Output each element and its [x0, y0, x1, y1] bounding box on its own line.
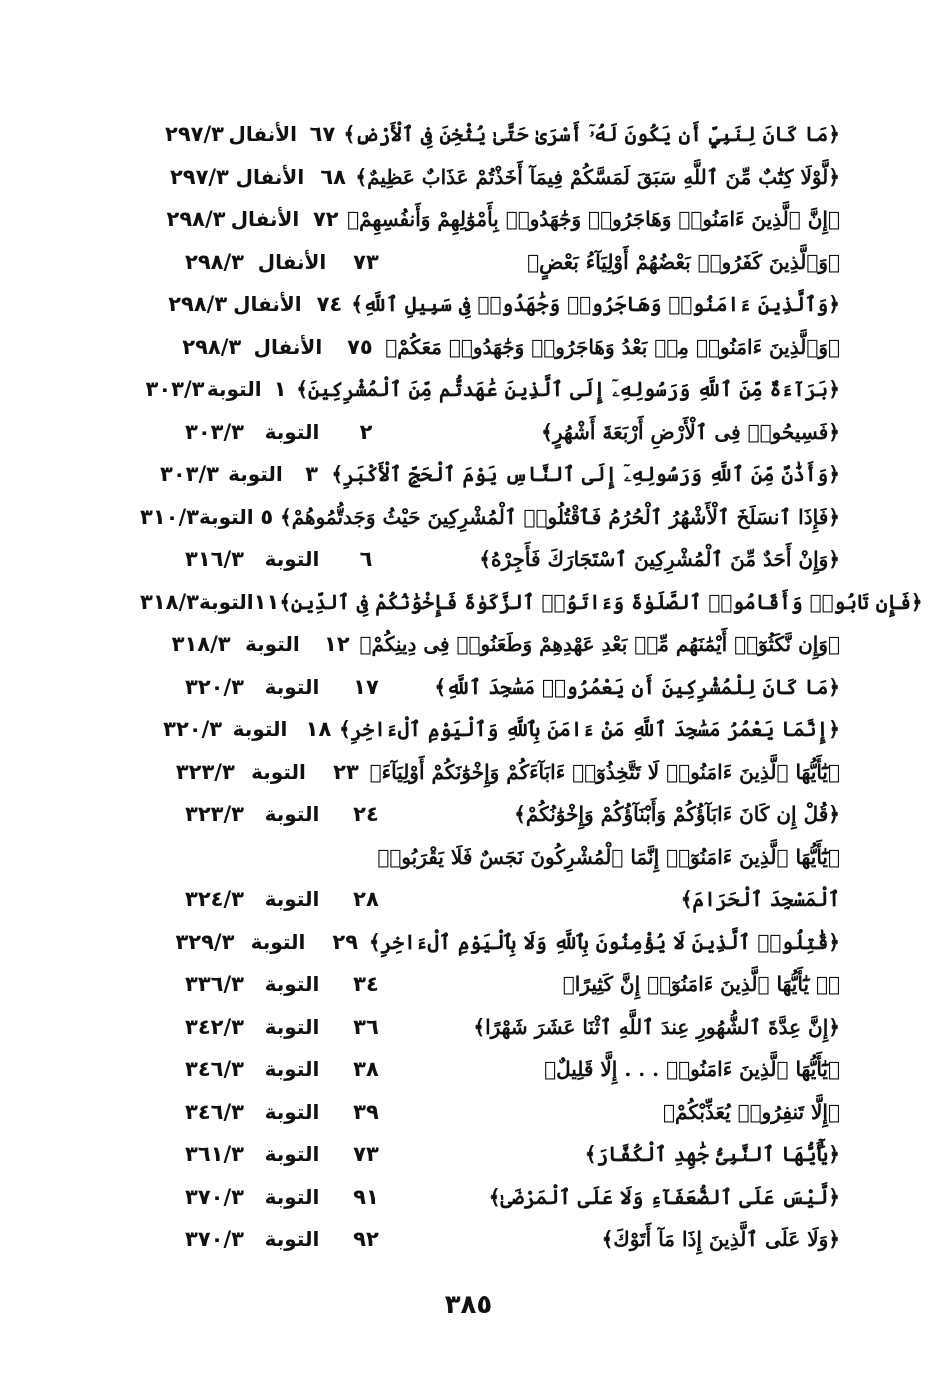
index-row	[140, 497, 840, 537]
verse-number: ١	[273, 377, 287, 401]
index-row	[140, 327, 840, 367]
index-row	[140, 624, 840, 664]
surah-name: التوبة	[206, 377, 262, 401]
surah-name: الأنفال	[235, 164, 305, 189]
index-row	[140, 922, 840, 962]
page-reference: ٣٠٣/٣	[185, 419, 244, 444]
verse-text: ﴿إِنَّمَا يَعْمُرُ مَسَٰجِدَ ٱللَّهِ مَنْ ءَامَنَ بِٱللَّهِ وَٱلْيَوْمِ ٱلْءَاخِرِ﴾	[338, 717, 840, 741]
index-row	[140, 794, 840, 834]
verse-text: ﴿وَٱلَّذِينَ كَفَرُوا۟ بَعْضُهُمْ أَوْلِيَآءُ بَعْضٍ﴾	[527, 249, 840, 274]
verse-number: ٧٣	[353, 249, 379, 274]
index-row	[140, 1177, 840, 1217]
verse-number: ٩١	[353, 1184, 379, 1209]
index-row	[140, 1219, 840, 1259]
surah-name: التوبة	[198, 504, 254, 529]
surah-name: التوبة	[264, 1099, 320, 1124]
verse-number: ٢	[359, 419, 373, 444]
verse-number: ٧٣	[353, 1142, 379, 1166]
index-row	[140, 709, 840, 749]
verse-number: ٧٥	[347, 334, 373, 359]
page-reference: ٣٢٩/٣	[175, 929, 235, 954]
verse-text: ﴿يَٰٓأَيُّهَا ٱلَّذِينَ ءَامَنُوا۟ . . . إِلَّا قَلِيلٌ﴾	[544, 1057, 840, 1081]
verse-number: ١١	[253, 589, 280, 614]
page-reference: ٣٢٤/٣	[185, 887, 244, 911]
index-row	[140, 157, 840, 197]
page-reference: ٢٩٨/٣	[182, 334, 242, 359]
index-row	[140, 837, 840, 877]
surah-name: التوبة	[228, 462, 283, 486]
verse-number: ١٨	[305, 717, 332, 741]
surah-name: التوبة	[264, 419, 320, 444]
surah-name: التوبة	[264, 1184, 320, 1209]
page-reference: ٣١٨/٣	[171, 632, 231, 656]
verse-number: ٦	[359, 547, 373, 571]
page-reference: ٣٤٢/٣	[185, 1014, 244, 1039]
page-reference: ٣٠٣/٣	[145, 377, 205, 401]
page-reference: ٢٩٨/٣	[168, 292, 228, 316]
verse-number: ١٢	[324, 632, 350, 656]
surah-name: التوبة	[264, 674, 320, 699]
verse-text: ﴿وَأَذَٰنٌ مِّنَ ٱللَّهِ وَرَسُولِهِۦٓ إِلَى ٱلنَّاسِ يَوْمَ ٱلْحَجِّ ٱلْأَكْبَرِ﴾	[331, 462, 840, 486]
index-row	[140, 284, 840, 324]
verse-number: ٣٩	[353, 1099, 379, 1124]
page-reference: ٣١٦/٣	[185, 547, 244, 571]
page-reference: ٣٤٦/٣	[185, 1057, 244, 1081]
verse-text: ﴿فَإِن تَابُوا۟ وَأَقَامُوا۟ ٱلصَّلَوٰةَ وَءَاتَوُا۟ ٱلزَّكَوٰةَ فَإِخْوَٰنُكُمْ فِى ٱلدِّينِ﴾	[279, 589, 923, 614]
verse-text: ﴿۞ يَٰٓأَيُّهَا ٱلَّذِينَ ءَامَنُوٓا۟ إِنَّ كَثِيرًا﴾	[562, 972, 840, 996]
index-row	[140, 242, 840, 282]
index-row	[140, 582, 923, 622]
verse-text: ﴿إِنَّ ٱلَّذِينَ ءَامَنُوا۟ وَهَاجَرُوا۟ وَجَٰهَدُوا۟ بِأَمْوَٰلِهِمْ وَأَنفُسِهِمْ﴾	[347, 207, 840, 231]
page-number: ٣٨٥	[444, 1290, 493, 1320]
verse-text: ﴿قُلْ إِن كَانَ ءَابَآؤُكُمْ وَأَبْنَآؤُكُمْ وَإِخْوَٰنُكُمْ﴾	[514, 802, 840, 826]
index-row	[140, 1092, 840, 1132]
verse-text: ﴿بَرَآءَةٌ مِّنَ ٱللَّهِ وَرَسُولِهِۦٓ إِلَى ٱلَّذِينَ عَٰهَدتُّم مِّنَ ٱلْمُشْرِكِينَ﴾	[296, 377, 840, 401]
verse-text: ﴿قَٰتِلُوا۟ ٱلَّذِينَ لَا يُؤْمِنُونَ بِٱللَّهِ وَلَا بِٱلْيَوْمِ ٱلْءَاخِرِ﴾	[368, 929, 841, 954]
verse-text: ﴿وَٱلَّذِينَ ءَامَنُوا۟ مِنۢ بَعْدُ وَهَاجَرُوا۟ وَجَٰهَدُوا۟ مَعَكُمْ﴾	[385, 334, 840, 359]
page-reference: ٣٦١/٣	[185, 1142, 244, 1166]
verse-number: ٢٣	[333, 759, 359, 784]
verse-text: ﴿يَٰٓأَيُّهَا ٱلَّذِينَ ءَامَنُوا۟ لَا تَتَّخِذُوٓا۟ ءَابَآءَكُمْ وَإِخْوَٰنَكُمْ أَوْلِيَآءَ﴾	[369, 759, 840, 784]
index-row	[140, 454, 840, 494]
surah-name: التوبة	[198, 589, 254, 614]
index-row	[140, 199, 840, 239]
index-row	[140, 1007, 840, 1047]
verse-number: ٣٤	[353, 972, 379, 996]
page-reference: ٣٢٠/٣	[163, 717, 223, 741]
surah-name: التوبة	[264, 802, 320, 826]
surah-name: الأنفال	[233, 292, 302, 316]
surah-name: الأنفال	[257, 249, 327, 274]
verse-text: ﴿وَٱلَّذِينَ ءَامَنُوا۟ وَهَاجَرُوا۟ وَجَٰهَدُوا۟ فِى سَبِيلِ ٱللَّهِ﴾	[351, 292, 840, 316]
verse-text: ٱلْمَسْجِدَ ٱلْحَرَامَ﴾	[680, 887, 840, 911]
surah-name: التوبة	[245, 632, 300, 656]
verse-text: ﴿فَسِيحُوا۟ فِى ٱلْأَرْضِ أَرْبَعَةَ أَشْهُرٍ﴾	[541, 419, 840, 444]
page-reference: ٣١٨/٣	[140, 589, 199, 614]
page-reference: ٢٩٧/٣	[169, 164, 229, 189]
page-reference: ٣٧٠/٣	[185, 1184, 244, 1209]
surah-name: التوبة	[264, 1142, 320, 1166]
verse-text: ﴿لَّوْلَا كِتَٰبٌ مِّنَ ٱللَّهِ سَبَقَ لَمَسَّكُمْ فِيمَآ أَخَذْتُمْ عَذَابٌ عَظِيمٌ﴾	[355, 164, 840, 189]
surah-name: التوبة	[264, 1057, 320, 1081]
surah-name: التوبة	[264, 1014, 320, 1039]
surah-name: التوبة	[264, 887, 320, 911]
surah-name: التوبة	[264, 547, 320, 571]
surah-name: الأنفال	[253, 334, 323, 359]
page-reference: ٢٩٨/٣	[166, 207, 226, 231]
index-row	[140, 752, 840, 792]
index-row	[140, 879, 840, 919]
page-reference: ٢٩٨/٣	[185, 249, 244, 274]
surah-name: التوبة	[264, 1227, 320, 1251]
verse-text: ﴿وَإِن نَّكَثُوٓا۟ أَيْمَٰنَهُم مِّنۢ بَعْدِ عَهْدِهِمْ وَطَعَنُوا۟ فِى دِينِكُمْ﴾	[359, 632, 840, 656]
verse-number: ١٧	[353, 674, 379, 699]
surah-name: التوبة	[250, 929, 306, 954]
page-reference: ٣٤٦/٣	[185, 1099, 244, 1124]
page-reference: ٣٢٠/٣	[185, 674, 244, 699]
verse-text: ﴿فَإِذَا ٱنسَلَخَ ٱلْأَشْهُرُ ٱلْحُرُمُ فَٱقْتُلُوا۟ ٱلْمُشْرِكِينَ حَيْثُ وَجَدتُّمُوهُمْ﴾	[280, 504, 840, 529]
index-row	[140, 539, 840, 579]
verse-number: ٢٩	[332, 929, 359, 954]
verse-number: ٦٧	[309, 122, 336, 146]
verse-number: ٣	[305, 462, 319, 486]
index-row	[140, 1049, 840, 1089]
verse-text: ﴿إِنَّ عِدَّةَ ٱلشُّهُورِ عِندَ ٱللَّهِ ٱثْنَا عَشَرَ شَهْرًا﴾	[473, 1014, 840, 1039]
verse-number: ٧٤	[316, 292, 343, 316]
verse-text: ﴿وَلَا عَلَى ٱلَّذِينَ إِذَا مَآ أَتَوْكَ﴾	[601, 1227, 840, 1251]
page-reference: ٣٢٣/٣	[185, 802, 244, 826]
index-row	[140, 369, 840, 409]
surah-name: الأنفال	[228, 122, 297, 146]
index-row	[140, 412, 840, 452]
verse-number: ٣٨	[353, 1057, 379, 1081]
page-reference: ٢٩٧/٣	[165, 122, 224, 146]
verse-text: ﴿مَا كَانَ لِنَبِيٍّ أَن يَكُونَ لَهُۥٓ أَسْرَىٰ حَتَّىٰ يُثْخِنَ فِى ٱلْأَرْضِ﴾	[343, 122, 840, 146]
page-reference: ٣٢٣/٣	[175, 759, 235, 784]
index-row	[140, 964, 840, 1004]
verse-text: ﴿يَٰٓأَيُّهَا ٱلنَّبِىُّ جَٰهِدِ ٱلْكُفَّارَ﴾	[584, 1142, 840, 1166]
page-reference: ٣٧٠/٣	[185, 1227, 244, 1251]
surah-name: الأنفال	[230, 207, 300, 231]
surah-name: التوبة	[232, 717, 288, 741]
page-reference: ٣٠٣/٣	[160, 462, 219, 486]
verse-number: ٣٦	[353, 1014, 379, 1039]
verse-text: ﴿مَا كَانَ لِلْمُشْرِكِينَ أَن يَعْمُرُوا۟ مَسَٰجِدَ ٱللَّهِ﴾	[434, 674, 840, 699]
index-row	[140, 1134, 840, 1174]
verse-number: ٦٨	[320, 164, 346, 189]
verse-text: ﴿لَّيْسَ عَلَى ٱلضُّعَفَآءِ وَلَا عَلَى ٱلْمَرْضَىٰ﴾	[488, 1184, 840, 1209]
verse-number: ٥	[260, 504, 274, 529]
verse-number: ٧٢	[312, 207, 339, 231]
verse-text: ﴿إِلَّا تَنفِرُوا۟ يُعَذِّبْكُمْ﴾	[663, 1099, 840, 1124]
surah-name: التوبة	[251, 759, 306, 784]
surah-name: التوبة	[264, 972, 320, 996]
page-reference: ٣٣٦/٣	[185, 972, 244, 996]
verse-number: ٢٤	[353, 802, 379, 826]
verse-text: ﴿يَٰٓأَيُّهَا ٱلَّذِينَ ءَامَنُوٓا۟ إِنَّمَا ٱلْمُشْرِكُونَ نَجَسٌ فَلَا يَقْرَبُوا۟	[377, 844, 840, 869]
index-row	[140, 114, 840, 154]
verse-text: ﴿وَإِنْ أَحَدٌ مِّنَ ٱلْمُشْرِكِينَ ٱسْتَجَارَكَ فَأَجِرْهُ﴾	[479, 547, 840, 571]
page-reference: ٣١٠/٣	[140, 504, 199, 529]
verse-number: ٩٢	[353, 1227, 379, 1251]
verse-number: ٢٨	[353, 887, 379, 911]
index-row	[140, 667, 840, 707]
